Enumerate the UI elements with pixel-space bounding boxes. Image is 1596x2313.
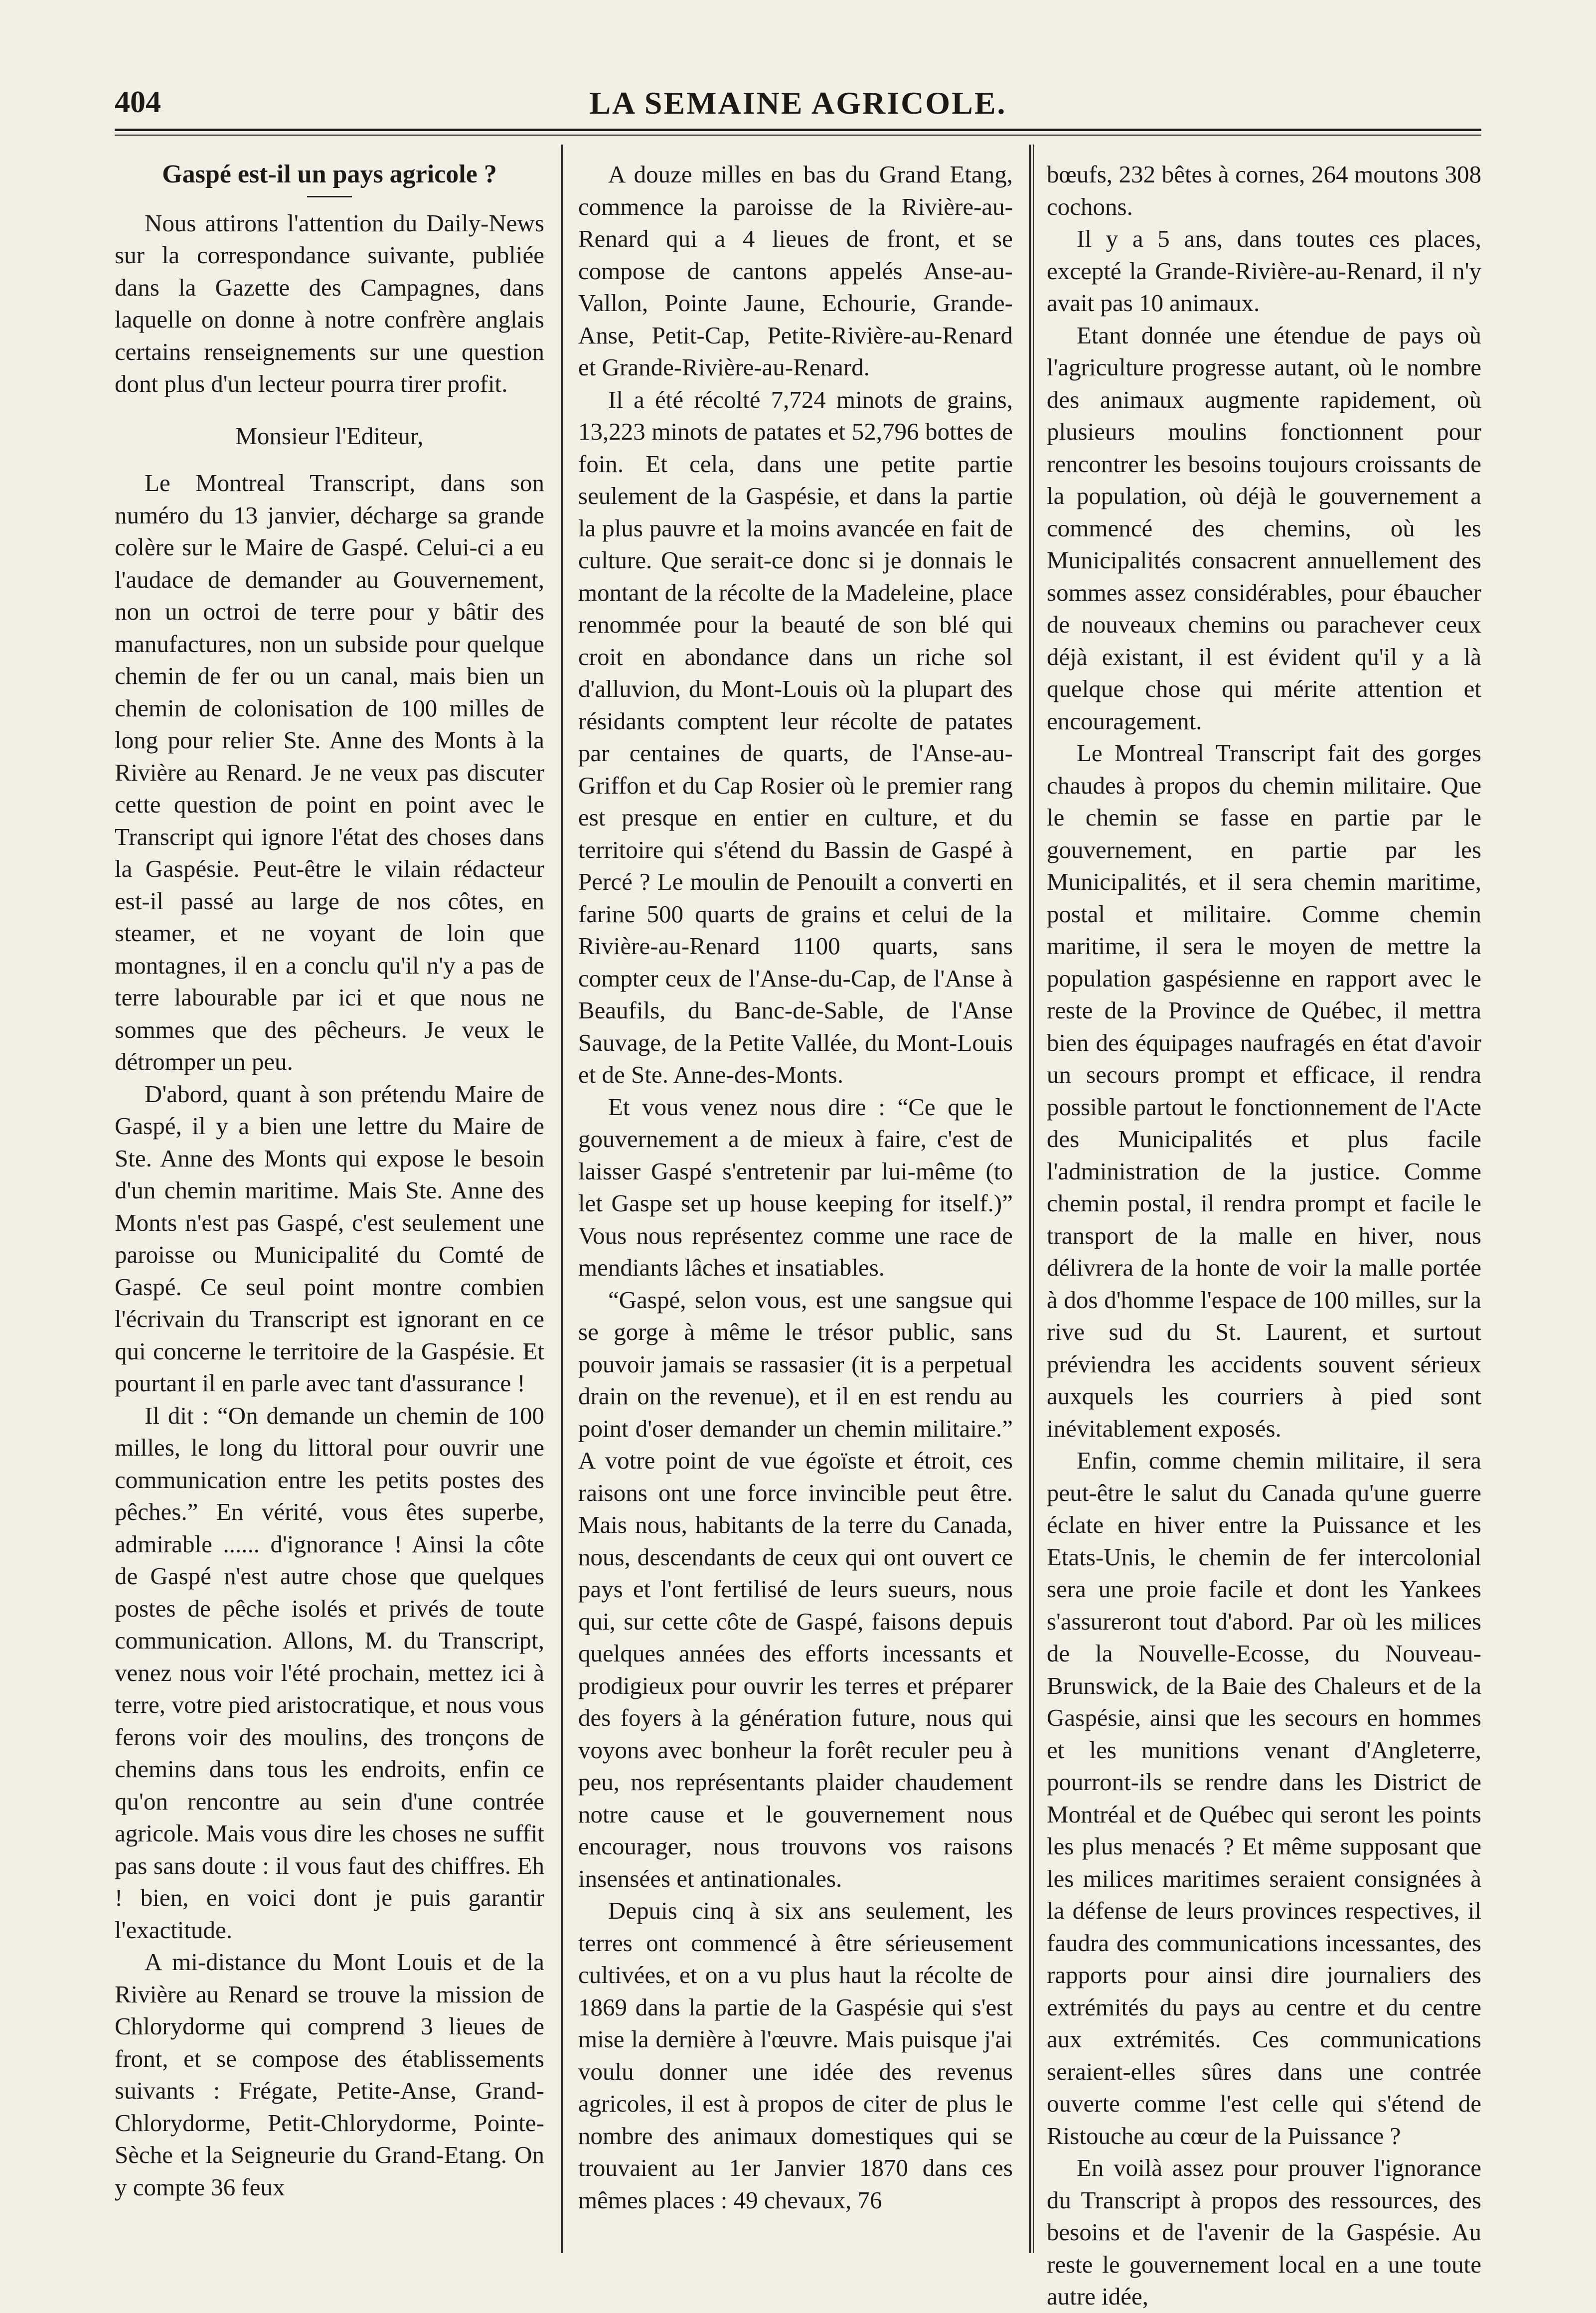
column-2 <box>578 159 1013 2242</box>
paragraph: A mi-distance du Mont Louis et de la Rivière au Renard se trouve la mission de Chlorydorme qui comprend 3 lieues de front, et se compose des établissements suivants : Frégate, Petite-Anse, Grand-Chlorydorme, Petit-Chlorydorme, Pointe-Sèche et la Seigneurie du Grand-Etang. On y compte 36 feux <box>115 1948 544 2201</box>
paragraph: Il y a 5 ans, dans toutes ces places, excepté la Grande-Rivière-au-Renard, il n'y avait pas 10 animaux. <box>1047 225 1481 317</box>
column-3 <box>1047 159 1481 2310</box>
paragraph: Il dit : “On demande un chemin de 100 milles, le long du littoral pour ouvrir une communication entre les petits postes des pêches.” En vérité, vous êtes superbe, admirable ...... d'ignorance ! Ainsi la côte de Gaspé n'est autre chose que quelques postes de pêche isolés et privés de toute communication. Allons, M. du Transcript, venez nous voir l'été prochain, mettez ici à terre, votre pied aristocratique, et nous vous ferons voir des moulins, des tronçons de chemins dans tous les endroits, enfin ce qu'on rencontre au sein d'une contrée agricole. Mais vous dire les choses ne suffit pas sans doute : il vous faut des chiffres. Eh ! bien, en voici dont je puis garantir l'exactitude. <box>115 1401 544 1944</box>
paragraph: bœufs, 232 bêtes à cornes, 264 moutons 308 cochons. <box>1047 161 1481 220</box>
paragraph: Depuis cinq à six ans seulement, les terres ont commencé à être sérieusement cultivées, et on a vu plus haut la récolte de 1869 dans la partie de la Gaspésie qui s'est mise la dernière à l'œuvre. Mais puisque j'ai voulu donner une idée des revenus agricoles, il est à propos de citer de plus le nombre des animaux domestiques qui se trouvaient au 1er Janvier 1870 dans ces mêmes places : 49 chevaux, 76 <box>578 1897 1013 2214</box>
paragraph: Il a été récolté 7,724 minots de grains, 13,223 minots de patates et 52,796 bottes de foin. Et cela, dans une petite partie seulement de la Gaspésie, et dans la partie la plus pauvre et la moins avancée en fait de culture. Que serait-ce donc si je donnais le montant de la récolte de la Madeleine, place renommée pour la beauté de son blé qui croit en abondance dans un riche sol d'alluvion, du Mont-Louis où la plupart des résidants comptent leur récolte de patates par centaines de quarts, de l'Anse-au-Griffon et du Cap Rosier où le premier rang est presque en entier en culture, et du territoire qui s'étend du Bassin de Gaspé à Percé ? Le moulin de Penouilt a converti en farine 500 quarts de grains et celui de la Rivière-au-Renard 1100 quarts, sans compter ceux de l'Anse-du-Cap, de l'Anse à Beaufils, du Banc-de-Sable, de l'Anse Sauvage, de la Petite Vallée, du Mont-Louis et de Ste. Anne-des-Monts. <box>578 385 1013 1088</box>
paragraph: Le Montreal Transcript fait des gorges chaudes à propos du chemin militaire. Que le chemin se fasse en partie par le gouvernement, en partie par les Municipalités, et il sera chemin maritime, postal et militaire. Comme chemin maritime, il sera le moyen de mettre la population gaspésienne en rapport avec le reste de la Province de Québec, il mettra bien des équipages naufragés en état d'avoir un secours prompt et efficace, il rendra possible partout le fonctionnement de l'Acte des Municipalités et plus facile l'administration de la justice. Comme chemin postal, il rendra prompt et facile le transport de la malle en hiver, nous délivrera de la honte de voir la malle portée à dos d'homme l'espace de 100 milles, sur la rive sud du St. Laurent, et surtout préviendra les accidents souvent sérieux auxquels les courriers à pied sont inévitablement exposés. <box>1047 739 1481 1442</box>
paragraph: D'abord, quant à son prétendu Maire de Gaspé, il y a bien une lettre du Maire de Ste. Anne des Monts qui expose le besoin d'un chemin maritime. Mais Ste. Anne des Monts n'est pas Gaspé, c'est seulement une paroisse ou Municipalité du Comté de Gaspé. Ce seul point montre combien l'écrivain du Transcript est ignorant en ce qui concerne le territoire de la Gaspésie. Et pourtant il en parle avec tant d'assurance ! <box>115 1080 544 1397</box>
header-rule-thin <box>115 135 1481 136</box>
header-rule <box>115 129 1481 131</box>
paragraph: A douze milles en bas du Grand Etang, commence la paroisse de la Rivière-au-Renard qui a 4 lieues de front, et se compose de cantons appelés Anse-au-Vallon, Pointe Jaune, Echourie, Grande-Anse, Petit-Cap, Petite-Rivière-au-Renard et Grande-Rivière-au-Renard. <box>578 161 1013 381</box>
column-divider <box>1029 145 1031 2253</box>
column-1 <box>115 159 544 2242</box>
paragraph: Etant donnée une étendue de pays où l'agriculture progresse autant, où le nombre des animaux augmente rapidement, où plusieurs moulins fonctionnent pour rencontrer les besoins toujours croissants de la population, où déjà le gouvernement a commencé des chemins, où les Municipalités consacrent annuellement des sommes assez considérables, pour ébaucher de nouveaux chemins ou parachever ceux déjà existant, il est évident qu'il y a là quelque chose qui mérite attention et encouragement. <box>1047 321 1481 735</box>
paragraph: Le Montreal Transcript, dans son numéro du 13 janvier, décharge sa grande colère sur le Maire de Gaspé. Celui-ci a eu l'audace de demander au Gouvernement, non un octroi de terre pour y bâtir des manufactures, non un subside pour quelque chemin de fer ou un canal, mais bien un chemin de colonisation de 100 milles de long pour relier Ste. Anne des Monts à la Rivière au Renard. Je ne veux pas discuter cette question de point en point avec le Transcript qui ignore l'état des choses dans la Gaspésie. Peut-être le vilain rédacteur est-il passé au large de nos côtes, en steamer, et ne voyant de loin que montagnes, il en a conclu qu'il n'y a pas de terre labourable par ici et que nous ne sommes que des pêcheurs. Je veux le détromper un peu. <box>115 469 544 1075</box>
page-number: 404 <box>115 85 161 119</box>
paragraph: “Gaspé, selon vous, est une sangsue qui se gorge à même le trésor public, sans pouvoir jamais se rassasier (it is a perpetual drain on the revenue), et il en est rendu au point d'oser demander un chemin militaire.” A votre point de vue égoïste et étroit, ces raisons ont une force invincible peut être. Mais nous, habitants de la terre du Canada, nous, descendants de ceux qui ont ouvert ce pays et l'ont fertilisé de leurs sueurs, nous qui, sur cette côte de Gaspé, faisons depuis quelques années des efforts incessants et prodigieux pour ouvrir les terres et préparer des foyers à la génération future, nous qui voyons avec bonheur la forêt reculer peu à peu, nos représentants plaider chaudement notre cause et le gouvernement nous encourager, nous trouvons vos raisons insensées et antinationales. <box>578 1286 1013 1892</box>
article-title: Gaspé est-il un pays agricole ? <box>162 160 497 188</box>
page-header <box>115 85 1481 140</box>
paragraph: En voilà assez pour prouver l'ignorance du Transcript à propos des ressources, des besoins et de l'avenir de la Gaspésie. Au reste le gouvernement local en a une toute autre idée, <box>1047 2154 1481 2310</box>
title-rule <box>307 196 352 197</box>
paragraph: Et vous venez nous dire : “Ce que le gouvernement a de mieux à faire, c'est de laisser Gaspé s'entretenir par lui-même (to let Gaspe set up house keeping for itself.)” Vous nous représentez comme une race de mendiants lâches et insatiables. <box>578 1093 1013 1281</box>
column-divider <box>561 145 563 2253</box>
article-intro: Nous attirons l'attention du Daily-News sur la correspondance suivante, publiée dans la Gazette des Campagnes, dans laquelle on donne à notre confrère anglais certains renseignements sur une question dont plus d'un lecteur pourra tirer profit. <box>115 209 544 397</box>
journal-title: LA SEMAINE AGRICOLE. <box>589 85 1007 121</box>
letter-salutation: Monsieur l'Editeur, <box>235 422 424 450</box>
paragraph: Enfin, comme chemin militaire, il sera peut-être le salut du Canada qu'une guerre éclate en hiver entre la Puissance et les Etats-Unis, le chemin de fer intercolonial sera une proie facile et dont les Yankees s'assureront tout d'abord. Par où les milices de la Nouvelle-Ecosse, du Nouveau-Brunswick, de la Baie des Chaleurs et de la Gaspésie, ainsi que les secours en hommes et les munitions venant d'Angleterre, pourront-ils se rendre dans les District de Montréal et de Québec qui seront les points les plus menacés ? Et même supposant que les milices maritimes seraient consignées à la défense de leurs provinces respectives, il faudra des communications incessantes, des rapports pour ainsi dire journaliers des extrémités du pays au centre et du centre aux extrémités. Ces communications seraient-elles sûres dans une contrée ouverte comme l'est celle qui s'étend de Ristouche au cœur de la Puissance ? <box>1047 1447 1481 2149</box>
